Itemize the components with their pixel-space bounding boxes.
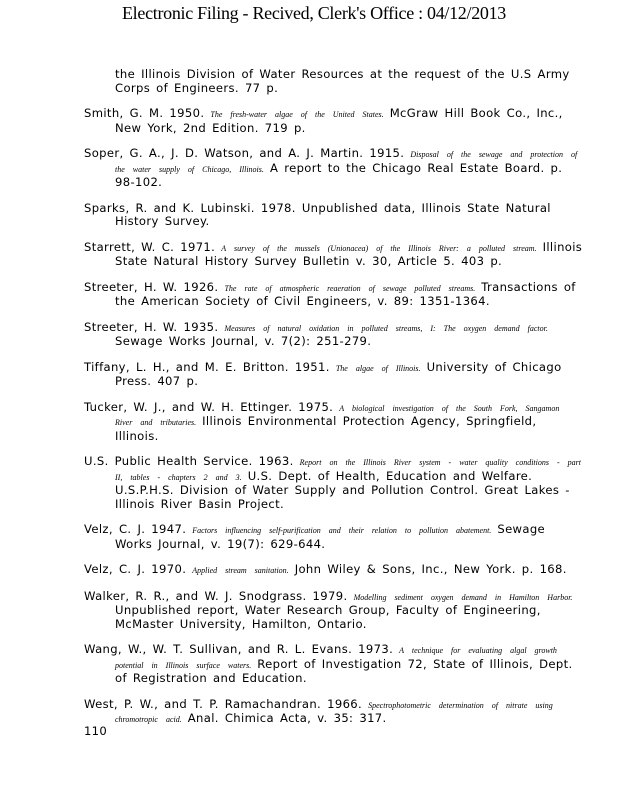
reference-source: Sewage Works Journal, v. 7(2): 251-279. — [115, 334, 372, 348]
reference-title: The rate of atmospheric reaeration of sewage polluted streams. — [224, 283, 476, 293]
reference-entry — [84, 321, 584, 349]
reference-entry — [84, 455, 584, 511]
reference-authors: Streeter, H. W. 1935. — [84, 319, 219, 334]
reference-authors: Wang, W., W. T. Sullivan, and R. L. Evans. 1973. — [84, 642, 394, 656]
reference-source: Anal. Chimica Acta, v. 35: 317. — [187, 711, 387, 725]
reference-entry — [84, 643, 584, 686]
reference-authors: Velz, C. J. 1947. — [84, 522, 187, 536]
reference-authors: Sparks, R. and K. Lubinski. 1978. Unpublished data, Illinois State Natural History Survey. — [84, 200, 551, 228]
reference-authors: Starrett, W. C. 1971. — [84, 239, 216, 254]
reference-title: A biological investigation of the South Fork, Sangamon River and tributaries. — [115, 403, 560, 427]
reference-entry — [84, 68, 584, 95]
filing-stamp: Electronic Filing - Recived, Clerk's Office : 04/12/2013 — [121, 3, 507, 23]
reference-title: The algae of Illinois. — [335, 363, 421, 373]
reference-authors: the Illinois Division of Water Resources at the request of the U.S Army Corps of Engineers. 77 p. — [115, 67, 570, 95]
references-list — [84, 68, 584, 739]
reference-authors: Velz, C. J. 1970. — [84, 562, 187, 576]
reference-title: Spectrophotometric determination of nitrate using chromotropic acid. — [115, 700, 553, 724]
reference-authors: Streeter, H. W. 1926. — [84, 279, 219, 294]
reference-authors: West, P. W., and T. P. Ramachandran. 1966. — [84, 696, 363, 711]
reference-entry — [84, 563, 584, 578]
reference-title: Disposal of the sewage and protection of the water supply of Chicago, Illinois. — [115, 150, 578, 174]
reference-source: Transactions of the American Society of Civil Engineers, v. 89: 1351-1364. — [115, 279, 576, 308]
reference-entry — [84, 698, 584, 727]
reference-authors: Tucker, W. J., and W. H. Ettinger. 1975. — [84, 399, 334, 414]
reference-entry — [84, 281, 584, 309]
reference-source: Illinois State Natural History Survey Bulletin v. 30, Article 5. 403 p. — [115, 239, 583, 268]
reference-title: A survey of the mussels (Unionacea) of the Illinois River: a polluted stream. — [221, 243, 537, 253]
reference-source: University of Chicago Press. 407 p. — [115, 359, 562, 388]
reference-entry — [84, 523, 584, 551]
reference-title: Report on the Illinois River system - water quality conditions - part II, tables - chapters 2 and 3. — [115, 458, 581, 482]
reference-title: Applied stream sanitation. — [192, 566, 289, 575]
reference-source: Illinois Environmental Protection Agency, Springfield, Illinois. — [115, 414, 537, 443]
reference-entry — [84, 107, 584, 135]
page-number: 110 — [84, 724, 108, 738]
reference-title: A technique for evaluating algal growth potential in Illinois surface waters. — [115, 646, 557, 670]
reference-source: Unpublished report, Water Research Group, Faculty of Engineering, McMaster University, Hamilton, Ontario. — [115, 603, 541, 631]
reference-title: Modelling sediment oxygen demand in Hamilton Harbor. — [353, 592, 573, 602]
reference-entry — [84, 401, 584, 444]
reference-entry — [84, 241, 584, 269]
reference-entry — [84, 147, 584, 190]
reference-authors: Tiffany, L. H., and M. E. Britton. 1951. — [84, 359, 330, 374]
reference-source: A report to the Chicago Real Estate Board. p. 98-102. — [115, 160, 563, 189]
reference-source: Report of Investigation 72, State of Illinois, Dept. of Registration and Education. — [115, 656, 573, 685]
reference-title: The fresh-water algae of the United States. — [210, 110, 384, 119]
reference-authors: U.S. Public Health Service. 1963. — [84, 454, 294, 468]
reference-source: Sewage Works Journal, v. 19(7): 629-644. — [115, 522, 546, 551]
reference-source: McGraw Hill Book Co., Inc., New York, 2nd Edition. 719 p. — [115, 106, 563, 135]
reference-authors: Smith, G. M. 1950. — [84, 106, 205, 120]
reference-title: Factors influencing self-purification and their relation to pollution abatement. — [192, 526, 492, 535]
reference-entry — [84, 202, 584, 229]
reference-authors: Walker, R. R., and W. J. Snodgrass. 1979. — [84, 588, 348, 603]
reference-source: U.S. Dept. of Health, Education and Welfare. U.S.P.H.S. Division of Water Supply and Pollution Control. Great Lakes - Illinois River Basin Project. — [115, 468, 570, 511]
reference-entry — [84, 590, 584, 632]
reference-source: John Wiley & Sons, Inc., New York. p. 168. — [294, 562, 567, 576]
reference-authors: Soper, G. A., J. D. Watson, and A. J. Martin. 1915. — [84, 146, 405, 160]
reference-title: Measures of natural oxidation in polluted streams, I: The oxygen demand factor. — [224, 323, 548, 333]
reference-entry — [84, 361, 584, 389]
